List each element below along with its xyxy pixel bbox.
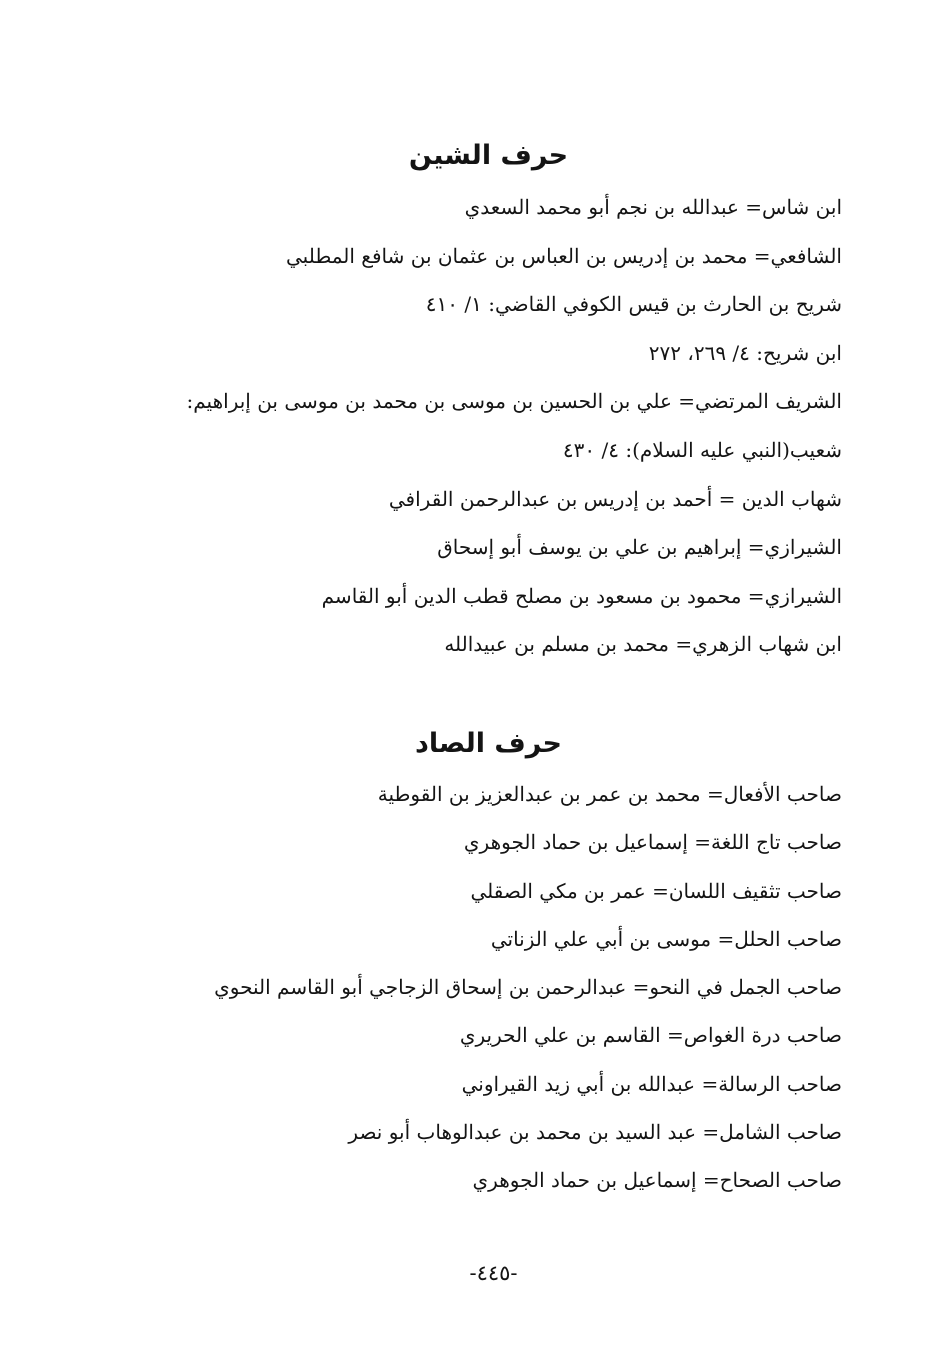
section-heading-sad: حرف الصاد [414,728,562,759]
index-entry: شريح بن الحارث بن قيس الكوفي القاضي: ١/ ٤١٠ [425,292,842,317]
index-entry: صاحب درة الغواص= القاسم بن علي الحريري [459,1023,842,1048]
index-entry: صاحب الجمل في النحو= عبدالرحمن بن إسحاق الزجاجي أبو القاسم النحوي [214,975,842,1000]
index-entry: الشيرازي= إبراهيم بن علي بن يوسف أبو إسحاق [437,535,842,560]
index-entry: ابن شهاب الزهري= محمد بن مسلم بن عبيدالله [444,632,842,657]
page-number: -٤٤٥- [469,1261,518,1285]
index-entry: الشافعي= محمد بن إدريس بن العباس بن عثمان بن شافع المطلبي [286,243,842,268]
section-heading-sheen: حرف الشين [408,140,569,171]
index-entry: صاحب الصحاح= إسماعيل بن حماد الجوهري [472,1168,842,1193]
index-entry: ابن شاس= عبدالله بن نجم أبو محمد السعدي [464,195,842,219]
index-entry: صاحب الرسالة= عبدالله بن أبي زيد القيراوني [461,1071,842,1096]
index-entry: شعيب(النبي عليه السلام): ٤/ ٤٣٠ [562,437,842,462]
index-entry: صاحب الحلل= موسى بن أبي علي الزناتي [490,926,842,951]
index-entry: صاحب تاج اللغة= إسماعيل بن حماد الجوهري [463,830,842,855]
entries-list-sad [142,770,842,1205]
index-entry: ابن شريح: ٤/ ٢٦٩، ٢٧٢ [648,340,842,365]
index-entry: صاحب تثقيف اللسان= عمر بن مكي الصقلي [470,878,842,903]
entries-list-sheen [142,183,842,669]
index-entry: الشريف المرتضي= علي بن الحسين بن موسى بن محمد بن موسى بن إبراهيم: [186,389,842,414]
index-entry: شهاب الدين = أحمد بن إدريس بن عبدالرحمن القرافي [388,486,842,511]
index-entry: الشيرازي= محمود بن مسعود بن مصلح قطب الدين أبو القاسم [321,583,842,608]
index-entry: صاحب الشامل= عبد السيد بن محمد بن عبدالوهاب أبو نصر [348,1120,842,1145]
index-entry: صاحب الأفعال= محمد بن عمر بن عبدالعزيز بن القوطية [377,782,842,806]
